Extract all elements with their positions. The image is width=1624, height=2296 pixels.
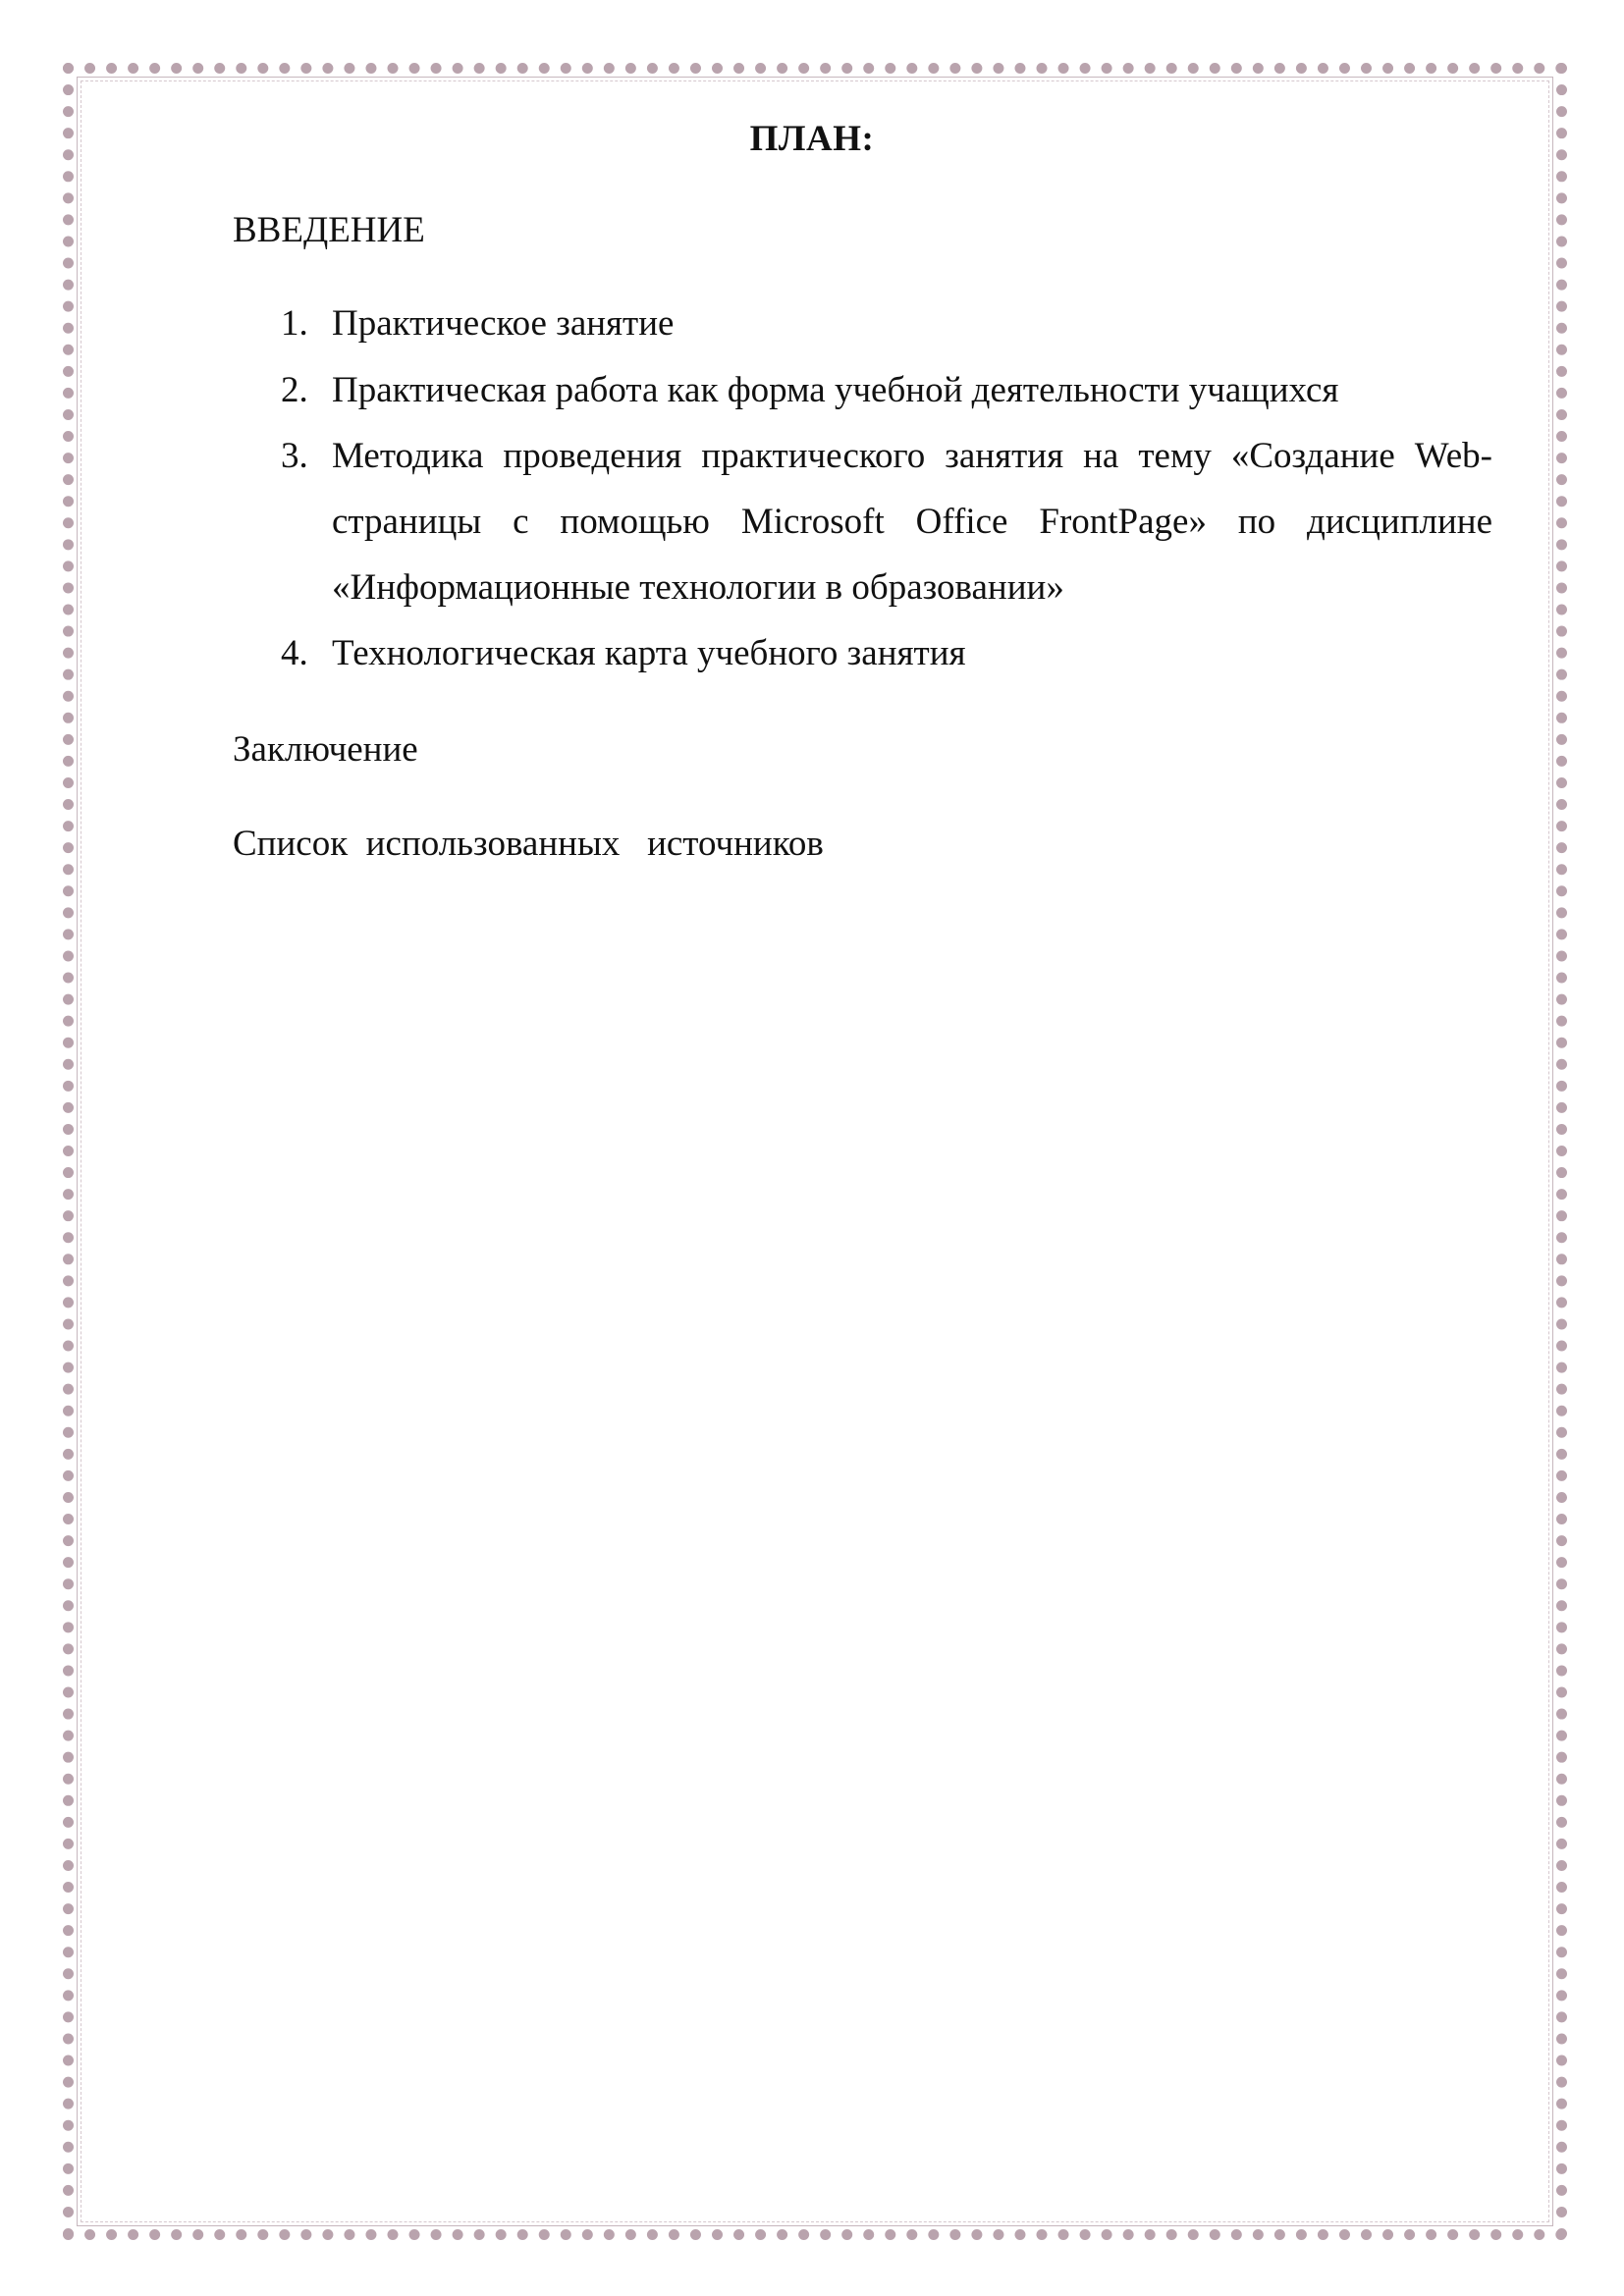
toc-item-number: 3.: [281, 436, 308, 476]
sources-heading: Список использованных источников: [233, 824, 824, 864]
toc-item-text: Практическое занятие: [332, 303, 675, 344]
page-title: ПЛАН:: [749, 119, 875, 159]
conclusion-heading: Заключение: [233, 729, 418, 770]
toc-item-text: Практическая работа как форма учебной деятельности учащихся: [332, 370, 1339, 410]
toc-item-number: 4.: [281, 633, 308, 673]
toc-item-text: Методика проведения практического занятия на тему «Создание Web-страницы с помощью Microsoft Office FrontPage» по дисциплине «Информационные технологии в образовании»: [332, 436, 1492, 608]
toc-item-number: 2.: [281, 370, 308, 410]
toc-item-text: Технологическая карта учебного занятия: [332, 633, 966, 673]
intro-heading: ВВЕДЕНИЕ: [233, 210, 425, 250]
toc-item-number: 1.: [281, 303, 308, 344]
